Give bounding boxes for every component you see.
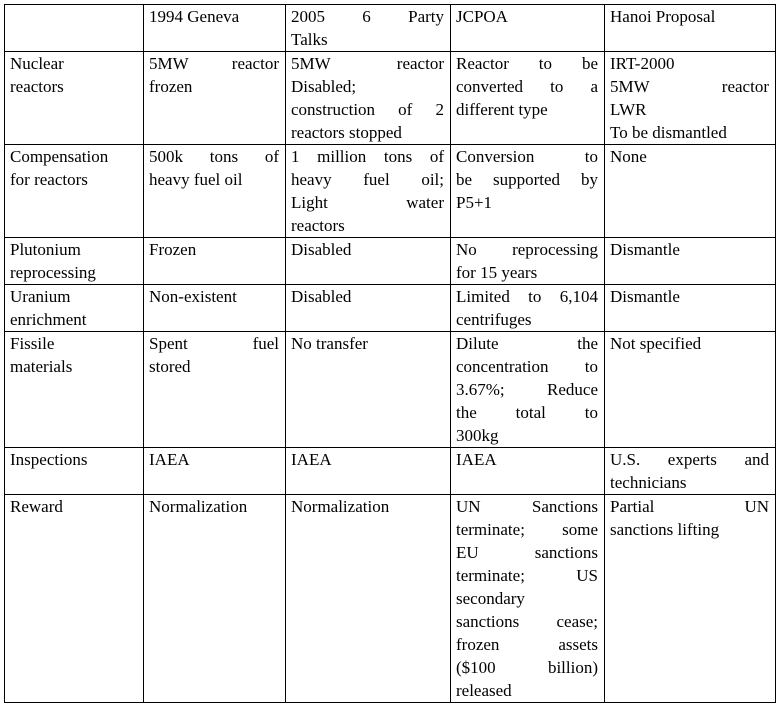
table-row [5, 332, 776, 448]
table-cell-jcpoa [451, 448, 605, 495]
table-cell-sixparty [286, 145, 451, 238]
table-row [5, 448, 776, 495]
table-row [5, 52, 776, 145]
table-cell-geneva [144, 332, 286, 448]
cell-line: the total to [456, 403, 598, 422]
cell-line: concentration to [456, 357, 598, 376]
cell-line: frozen assets [456, 635, 598, 654]
table-cell-label [5, 285, 144, 332]
table-cell-jcpoa [451, 332, 605, 448]
cell-line: for 15 years [456, 263, 538, 282]
cell-line: Uranium [10, 287, 71, 306]
cell-line: IAEA [149, 450, 190, 469]
table-cell-hanoi [605, 495, 776, 703]
table-cell-label [5, 448, 144, 495]
cell-line: Reward [10, 497, 63, 516]
table-cell-jcpoa [451, 52, 605, 145]
cell-line: Normalization [291, 497, 390, 516]
cell-line: Plutonium [10, 240, 81, 259]
table-cell-sixparty [286, 285, 451, 332]
table-cell-label [5, 238, 144, 285]
cell-line: EU sanctions [456, 543, 598, 562]
table-row [5, 285, 776, 332]
cell-line: Inspections [10, 450, 88, 469]
cell-line: Spent fuel [149, 334, 279, 353]
table-cell-label [5, 332, 144, 448]
comparison-table [4, 4, 776, 703]
header-cell-2005-six-party-talks [286, 5, 451, 52]
header-6party-line2: Talks [291, 30, 328, 49]
table-cell-sixparty [286, 332, 451, 448]
cell-line: Reactor to be [456, 54, 598, 73]
cell-line: terminate; some [456, 520, 598, 539]
table-row [5, 145, 776, 238]
cell-line: stored [149, 357, 191, 376]
cell-line: 3.67%; Reduce [456, 380, 598, 399]
cell-line: Non-existent [149, 287, 237, 306]
cell-line: heavy fuel oil [149, 170, 243, 189]
table-cell-sixparty [286, 52, 451, 145]
table-cell-jcpoa [451, 145, 605, 238]
table-row [5, 238, 776, 285]
table-cell-geneva [144, 145, 286, 238]
cell-line: LWR [610, 100, 647, 119]
table-cell-geneva [144, 52, 286, 145]
cell-line: Dilute the [456, 334, 598, 353]
header-cell-empty [5, 5, 144, 52]
cell-line: enrichment [10, 310, 87, 329]
cell-line: Disabled [291, 240, 352, 259]
table-cell-hanoi [605, 238, 776, 285]
cell-line: reprocessing [10, 263, 96, 282]
cell-line: No reprocessing [456, 240, 598, 259]
table-cell-sixparty [286, 238, 451, 285]
cell-line: Disabled [291, 287, 352, 306]
table-cell-hanoi [605, 52, 776, 145]
cell-line: Disabled; [291, 77, 357, 96]
table-cell-sixparty [286, 448, 451, 495]
cell-line: 1 million tons of [291, 147, 444, 166]
table-body [5, 5, 776, 703]
header-row [5, 5, 776, 52]
cell-line: IRT-2000 [610, 54, 675, 73]
cell-line: reactors [291, 216, 345, 235]
table-cell-hanoi [605, 285, 776, 332]
table-cell-geneva [144, 285, 286, 332]
cell-line: 5MW reactor [149, 54, 279, 73]
cell-line: ($100 billion) [456, 658, 598, 677]
cell-line: To be dismantled [610, 123, 727, 142]
cell-line: IAEA [291, 450, 332, 469]
cell-line: 5MW reactor [610, 77, 769, 96]
cell-line: Nuclear [10, 54, 64, 73]
cell-line: No transfer [291, 334, 368, 353]
table-row [5, 495, 776, 703]
cell-line: Compensation [10, 147, 109, 166]
header-cell-1994-geneva: 1994 Geneva [144, 5, 286, 52]
cell-line: construction of 2 [291, 100, 444, 119]
cell-line: be supported by [456, 170, 598, 189]
cell-line: sanctions cease; [456, 612, 598, 631]
cell-line: secondary [456, 589, 525, 608]
header-6party-line1: 2005 6 Party [291, 7, 444, 26]
cell-line: frozen [149, 77, 193, 96]
table-cell-label [5, 52, 144, 145]
cell-line: UN Sanctions [456, 497, 598, 516]
table-cell-hanoi [605, 332, 776, 448]
cell-line: 5MW reactor [291, 54, 444, 73]
cell-line: for reactors [10, 170, 88, 189]
cell-line: Dismantle [610, 287, 680, 306]
cell-line: Normalization [149, 497, 248, 516]
cell-line: U.S. experts and [610, 450, 769, 469]
table-cell-geneva [144, 495, 286, 703]
table-cell-hanoi [605, 448, 776, 495]
table-cell-label [5, 145, 144, 238]
header-cell-hanoi-proposal: Hanoi Proposal [605, 5, 776, 52]
table-cell-jcpoa [451, 238, 605, 285]
cell-line: reactors [10, 77, 64, 96]
cell-line: Dismantle [610, 240, 680, 259]
cell-line: technicians [610, 473, 687, 492]
cell-line: heavy fuel oil; [291, 170, 444, 189]
cell-line: IAEA [456, 450, 497, 469]
cell-line: Conversion to [456, 147, 598, 166]
table-cell-jcpoa [451, 285, 605, 332]
cell-line: different type [456, 100, 548, 119]
table-cell-label [5, 495, 144, 703]
table-cell-hanoi [605, 145, 776, 238]
cell-line: 500k tons of [149, 147, 279, 166]
cell-line: materials [10, 357, 73, 376]
table-cell-jcpoa [451, 495, 605, 703]
cell-line: None [610, 147, 647, 166]
header-cell-jcpoa: JCPOA [451, 5, 605, 52]
cell-line: sanctions lifting [610, 520, 720, 539]
cell-line: P5+1 [456, 193, 493, 212]
table-cell-sixparty [286, 495, 451, 703]
cell-line: Light water [291, 193, 444, 212]
table-cell-geneva [144, 238, 286, 285]
cell-line: Partial UN [610, 497, 769, 516]
cell-line: Frozen [149, 240, 197, 259]
table-cell-geneva [144, 448, 286, 495]
cell-line: released [456, 681, 512, 700]
cell-line: Not specified [610, 334, 702, 353]
cell-line: 300kg [456, 426, 499, 445]
cell-line: Limited to 6,104 [456, 287, 598, 306]
cell-line: Fissile [10, 334, 55, 353]
cell-line: reactors stopped [291, 123, 402, 142]
cell-line: terminate; US [456, 566, 598, 585]
cell-line: centrifuges [456, 310, 532, 329]
cell-line: converted to a [456, 77, 598, 96]
